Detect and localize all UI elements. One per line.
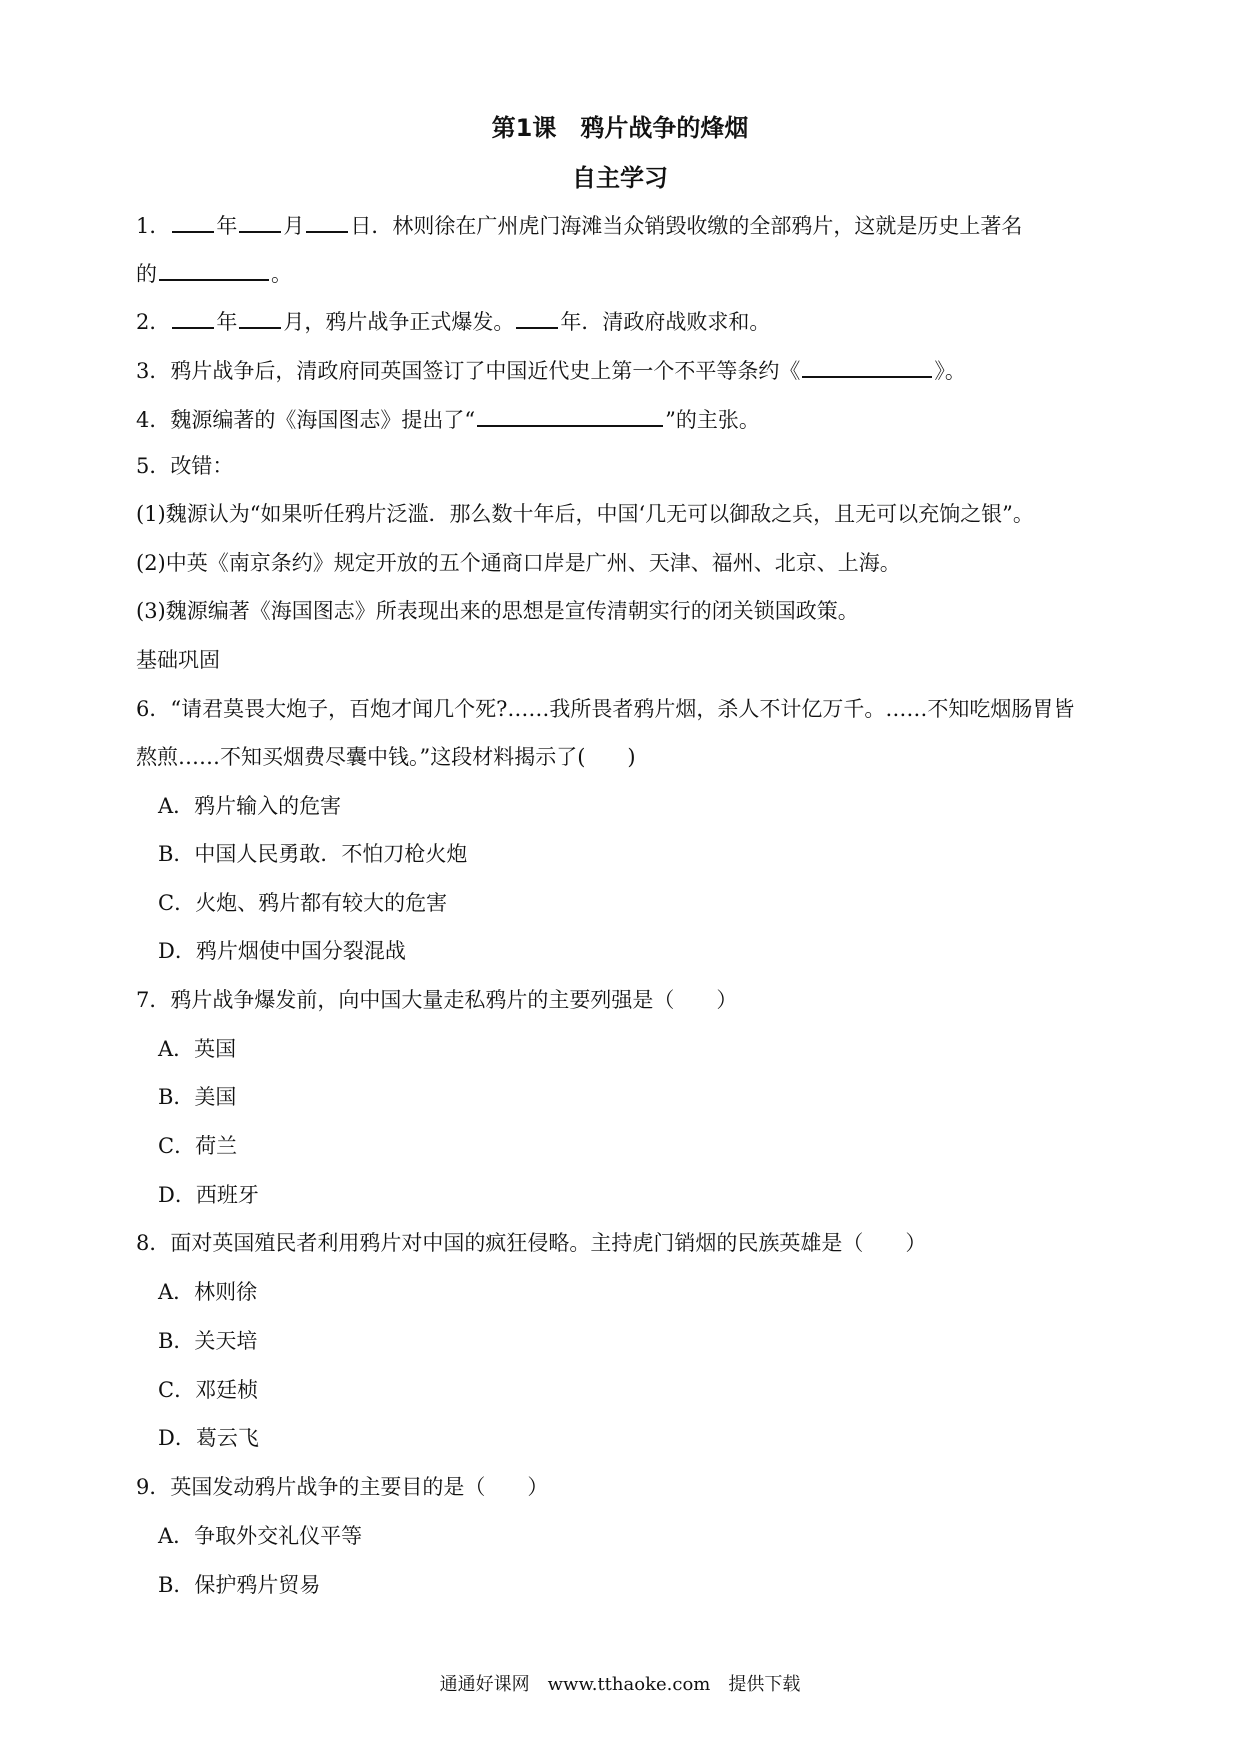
question-text: 年: [216, 214, 238, 238]
question-5-item: (3)魏源编著《海国图志》所表现出来的思想是宣传清朝实行的闭关锁国政策。: [136, 599, 859, 623]
option-d: D．葛云飞: [158, 1426, 259, 1450]
lesson-title: 第1课 鸦片战争的烽烟: [491, 114, 749, 142]
fill-blank: [516, 305, 558, 329]
question-text: 。: [271, 262, 292, 286]
fill-blank: [306, 209, 348, 233]
option-b: B．美国: [158, 1085, 237, 1109]
question-text: 月，鸦片战争正式爆发。: [283, 310, 515, 334]
option-c: C．邓廷桢: [158, 1378, 259, 1402]
question-1-line-2: [136, 257, 1136, 288]
question-5-item: (2)中英《南京条约》规定开放的五个通商口岸是广州、天津、福州、北京、上海。: [136, 551, 901, 575]
option-b: B．保护鸦片贸易: [158, 1573, 321, 1597]
option-a: A．鸦片输入的危害: [158, 794, 342, 818]
question-2: [136, 305, 1136, 336]
fill-blank: [239, 209, 281, 233]
option-c: C．荷兰: [158, 1134, 238, 1158]
question-7-stem: 7．鸦片战争爆发前，向中国大量走私鸦片的主要列强是（ ）: [136, 988, 738, 1012]
question-text: 魏源编著的《海国图志》提出了“: [170, 408, 476, 432]
option-b: B．中国人民勇敢．不怕刀枪火炮: [158, 842, 468, 866]
question-5-item: (1)魏源认为“如果听任鸦片泛滥．那么数十年后，中国‘几无可以御敌之兵，且无可以充饷之银”。: [136, 502, 1034, 526]
question-text: 》。: [934, 359, 966, 383]
page-footer: 通通好课网 www.tthaoke.com 提供下载: [439, 1674, 801, 1695]
option-b: B．关天培: [158, 1329, 258, 1353]
question-9-stem: 9．英国发动鸦片战争的主要目的是（ ）: [136, 1475, 549, 1499]
question-3: [136, 354, 1136, 385]
question-number: 2．: [136, 310, 171, 334]
option-a: A．英国: [158, 1037, 237, 1061]
question-number: 4．: [136, 408, 171, 432]
question-5-head: 5．改错：: [136, 454, 234, 478]
option-d: D．鸦片烟使中国分裂混战: [158, 939, 406, 963]
option-d: D．西班牙: [158, 1183, 259, 1207]
question-text: ”的主张。: [665, 408, 760, 432]
question-1-line-1: [136, 209, 1136, 240]
question-4: [136, 403, 1136, 434]
question-text: 月: [283, 214, 305, 238]
question-6-line-1: 6．“请君莫畏大炮子，百炮才闻几个死?……我所畏者鸦片烟，杀人不计亿万千。……不知吃烟肠胃皆: [136, 697, 1075, 721]
question-text: 鸦片战争后，清政府同英国签订了中国近代史上第一个不平等条约《: [170, 359, 801, 383]
question-6-line-2: 熬煎……不知买烟费尽囊中钱。”这段材料揭示了( ): [136, 745, 636, 769]
fill-blank: [172, 209, 214, 233]
section-basic-consolidation: 基础巩固: [136, 648, 220, 672]
question-text: 年: [216, 310, 238, 334]
fill-blank: [802, 354, 932, 378]
fill-blank: [239, 305, 281, 329]
section-title: 自主学习: [572, 164, 668, 192]
fill-blank: [159, 257, 269, 281]
option-a: A．林则徐: [158, 1280, 258, 1304]
option-c: C．火炮、鸦片都有较大的危害: [158, 891, 448, 915]
question-number: 1．: [136, 214, 171, 238]
question-number: 3．: [136, 359, 171, 383]
question-8-stem: 8．面对英国殖民者利用鸦片对中国的疯狂侵略。主持虎门销烟的民族英雄是（ ）: [136, 1231, 927, 1255]
fill-blank: [172, 305, 214, 329]
option-a: A．争取外交礼仪平等: [158, 1524, 363, 1548]
fill-blank: [477, 403, 663, 427]
question-text: 的: [136, 262, 157, 286]
question-text: 年．清政府战败求和。: [560, 310, 771, 334]
question-text: 日．林则徐在广州虎门海滩当众销毁收缴的全部鸦片，这就是历史上著名: [350, 214, 1023, 238]
